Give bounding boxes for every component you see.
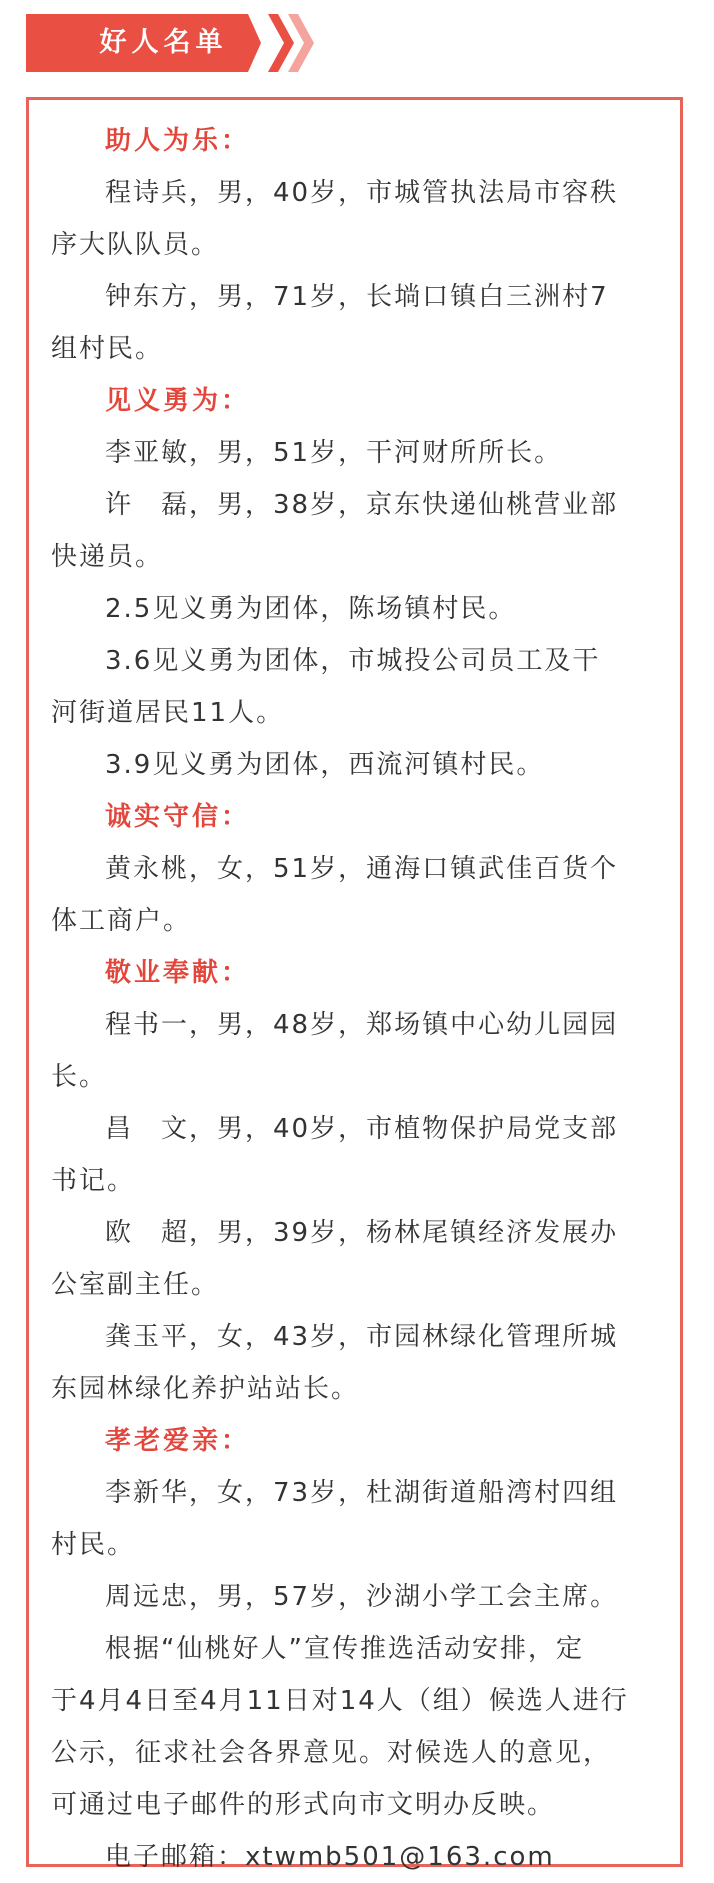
entry-line: 昌 文，男，40岁，市植物保护局党支部 (105, 1114, 619, 1144)
entry-continuation: 公示，征求社会各界意见。对候选人的意见， (51, 1738, 612, 1768)
entry-continuation: 序大队队员。 (51, 230, 220, 260)
entry-line: 根据“仙桃好人”宣传推选活动安排，定 (105, 1634, 584, 1664)
entry-continuation: 书记。 (51, 1166, 136, 1196)
entry-line: 许 磊，男，38岁，京东快递仙桃营业部 (105, 490, 619, 520)
entry-line: 李亚敏，男，51岁，干河财所所长。 (105, 438, 563, 468)
entry-line: 3.9见义勇为团体，西流河镇村民。 (105, 750, 545, 780)
entry-line: 钟东方，男，71岁，长埫口镇白三洲村7 (105, 282, 609, 312)
entry-line: 欧 超，男，39岁，杨林尾镇经济发展办 (105, 1218, 619, 1248)
entry-continuation: 可通过电子邮件的形式向市文明办反映。 (51, 1790, 556, 1820)
entry-continuation: 长。 (51, 1062, 108, 1092)
category-heading: 诚实守信： (105, 802, 251, 832)
section-banner (26, 14, 311, 72)
entry-continuation: 体工商户。 (51, 906, 192, 936)
entry-line: 周远忠，男，57岁，沙湖小学工会主席。 (105, 1582, 619, 1612)
entry-line: 龚玉平，女，43岁，市园林绿化管理所城 (105, 1322, 619, 1352)
entry-line: 2.5见义勇为团体，陈场镇村民。 (105, 594, 517, 624)
entry-line: 电子邮箱：xtwmb501@163.com (105, 1842, 555, 1872)
chevron-right-icon (268, 14, 294, 72)
category-heading: 孝老爱亲： (105, 1426, 251, 1456)
entry-continuation: 东园林绿化养护站站长。 (51, 1374, 360, 1404)
entry-line: 3.6见义勇为团体，市城投公司员工及干 (105, 646, 601, 676)
entry-continuation: 快递员。 (51, 542, 164, 572)
category-heading: 见义勇为： (105, 386, 251, 416)
entry-continuation: 于4月4日至4月11日对14人（组）候选人进行 (51, 1686, 629, 1716)
entry-line: 黄永桃，女，51岁，通海口镇武佳百货个 (105, 854, 619, 884)
category-heading: 助人为乐： (105, 126, 251, 156)
entry-continuation: 组村民。 (51, 334, 164, 364)
banner-title: 好人名单 (99, 27, 228, 58)
entry-line: 程诗兵，男，40岁，市城管执法局市容秩 (105, 178, 619, 208)
entry-line: 程书一，男，48岁，郑场镇中心幼儿园园 (105, 1010, 619, 1040)
entry-continuation: 河街道居民11人。 (51, 698, 285, 728)
entry-continuation: 村民。 (51, 1530, 136, 1560)
list-content (51, 115, 663, 1883)
entry-continuation: 公室副主任。 (51, 1270, 220, 1300)
entry-line: 李新华，女，73岁，杜湖街道船湾村四组 (105, 1478, 619, 1508)
category-heading: 敬业奉献： (105, 958, 251, 988)
